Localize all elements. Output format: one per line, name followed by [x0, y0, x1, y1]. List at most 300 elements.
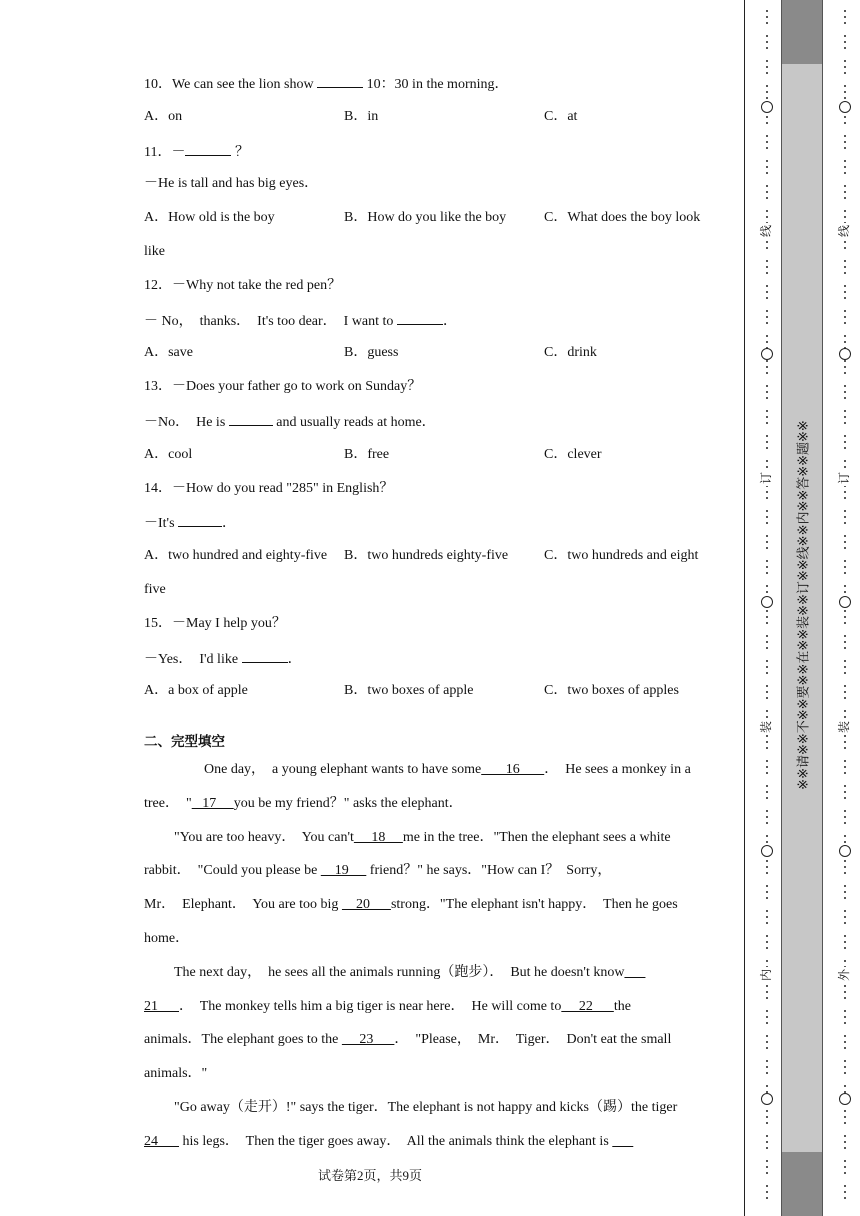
binding-dot	[844, 466, 846, 468]
binding-dot	[844, 1147, 846, 1149]
binding-dot	[766, 616, 768, 618]
binding-dot	[766, 316, 768, 318]
option-b[interactable]: B．two hundreds eighty-five	[344, 548, 509, 564]
binding-dot	[766, 197, 768, 199]
binding-dot	[844, 691, 846, 693]
text-run: home．	[144, 931, 190, 946]
option-c[interactable]: C．at	[544, 108, 578, 124]
binding-dot	[766, 85, 768, 87]
question-stem	[144, 479, 393, 499]
binding-dot	[766, 497, 768, 499]
binding-label: 线	[759, 225, 773, 238]
binding-dot	[766, 635, 768, 637]
binding-dot	[844, 1066, 846, 1068]
binding-dot	[766, 241, 768, 243]
binding-dot	[766, 547, 768, 549]
binding-dot	[844, 10, 846, 12]
binding-dot	[844, 1172, 846, 1174]
binding-dot	[766, 1191, 768, 1193]
text-run: his legs． Then the tiger goes away． All the animals think the elephant is	[179, 1133, 613, 1149]
binding-dot	[766, 435, 768, 437]
binding-dot	[766, 941, 768, 943]
binding-dot	[844, 616, 846, 618]
binding-dot	[844, 35, 846, 37]
binding-dot	[844, 516, 846, 518]
question-line	[144, 411, 436, 433]
binding-dot	[766, 572, 768, 574]
text-run: strong．"The elephant isn't happy． Then he goes	[390, 897, 678, 913]
text-run: 12．－Why not take the red pen？	[144, 277, 342, 293]
answer-blank[interactable]: 23	[341, 1032, 395, 1048]
binding-dot	[766, 1135, 768, 1137]
option-b[interactable]: B．free	[344, 446, 390, 462]
question-stem	[144, 73, 509, 95]
binding-dot	[766, 1122, 768, 1124]
answer-blank[interactable]	[229, 411, 273, 426]
binding-dot	[766, 191, 768, 193]
binding-dot	[844, 760, 846, 762]
binding-dot	[766, 1166, 768, 1168]
binding-dot	[844, 610, 846, 612]
outer-binding-line	[837, 0, 853, 1216]
binding-dot	[766, 772, 768, 774]
binding-dot	[766, 141, 768, 143]
binding-dot	[766, 541, 768, 543]
binding-dot	[844, 122, 846, 124]
binding-dot	[844, 441, 846, 443]
binding-dot	[844, 566, 846, 568]
binding-dot	[844, 147, 846, 149]
binding-dot	[766, 366, 768, 368]
binding-dot	[844, 866, 846, 868]
binding-dot	[766, 35, 768, 37]
binding-dot	[844, 660, 846, 662]
binding-dot	[766, 1010, 768, 1012]
binding-dot	[766, 335, 768, 337]
binding-dot	[766, 566, 768, 568]
text-run: One day， a young elephant wants to have some	[204, 762, 482, 777]
binding-dot	[766, 310, 768, 312]
binding-dot	[766, 866, 768, 868]
passage-line	[204, 760, 691, 780]
text-run: 10：30 in the morning．	[363, 77, 509, 92]
binding-circle-icon	[761, 348, 773, 360]
binding-dot	[844, 460, 846, 462]
binding-dot	[766, 691, 768, 693]
binding-dot	[844, 1191, 846, 1193]
binding-label: 装	[759, 721, 773, 734]
binding-dot	[844, 897, 846, 899]
text-run: －It's	[144, 516, 179, 532]
binding-dot	[844, 1085, 846, 1087]
binding-dot	[766, 660, 768, 662]
inner-binding-line	[759, 0, 775, 1216]
binding-dot	[766, 510, 768, 512]
binding-dot	[844, 272, 846, 274]
binding-dot	[766, 116, 768, 118]
binding-dot	[766, 841, 768, 843]
answer-blank[interactable]: 19	[320, 863, 367, 879]
binding-dot	[766, 922, 768, 924]
binding-dot	[844, 422, 846, 424]
binding-dot	[844, 341, 846, 343]
binding-dot	[844, 322, 846, 324]
answer-blank[interactable]	[178, 512, 222, 527]
binding-dot	[844, 72, 846, 74]
passage-line	[144, 895, 678, 915]
binding-dot	[844, 1110, 846, 1112]
binding-dot	[766, 291, 768, 293]
binding-dot	[844, 172, 846, 174]
option-a[interactable]: A．two hundred and eighty-five	[144, 548, 328, 564]
binding-dot	[844, 1072, 846, 1074]
question-stem	[144, 614, 286, 634]
binding-dot	[844, 1166, 846, 1168]
binding-dot	[844, 360, 846, 362]
binding-dot	[844, 47, 846, 49]
binding-dot	[766, 297, 768, 299]
binding-dot	[766, 22, 768, 24]
binding-dot	[844, 1197, 846, 1199]
binding-dot	[766, 341, 768, 343]
binding-dot	[766, 910, 768, 912]
binding-circle-icon	[761, 845, 773, 857]
binding-dot	[766, 797, 768, 799]
binding-dot	[766, 72, 768, 74]
binding-dot	[766, 1035, 768, 1037]
text-run: 15．－May I help you？	[144, 615, 286, 631]
binding-circle-icon	[761, 1093, 773, 1105]
text-run: ． The monkey tells him a big tiger is near here． He will come to	[179, 998, 562, 1014]
answer-blank[interactable]	[242, 648, 288, 663]
binding-dot	[844, 97, 846, 99]
binding-dot	[766, 697, 768, 699]
binding-dot	[844, 510, 846, 512]
binding-dot	[766, 266, 768, 268]
binding-dot	[766, 766, 768, 768]
option-wrap: five	[144, 582, 166, 597]
answer-blank[interactable]: 21	[144, 998, 179, 1014]
option-b[interactable]: B．guess	[344, 345, 399, 361]
binding-dot	[844, 891, 846, 893]
binding-dot	[844, 766, 846, 768]
binding-dot	[766, 172, 768, 174]
option-c[interactable]: C．clever	[544, 446, 602, 462]
binding-dot	[844, 85, 846, 87]
binding-dot	[844, 160, 846, 162]
binding-dot	[766, 210, 768, 212]
binding-dot	[766, 1185, 768, 1187]
binding-dot	[766, 416, 768, 418]
binding-dot	[844, 291, 846, 293]
binding-dot	[766, 610, 768, 612]
binding-dot	[844, 710, 846, 712]
binding-dot	[766, 1085, 768, 1087]
text-run: Mr． Elephant． You are too big	[144, 897, 342, 913]
binding-dot	[766, 10, 768, 12]
answer-blank[interactable]: 24	[144, 1133, 179, 1149]
binding-dot	[844, 835, 846, 837]
binding-dot	[766, 1072, 768, 1074]
binding-dot	[766, 122, 768, 124]
answer-blank[interactable]	[185, 141, 231, 156]
binding-dot	[844, 447, 846, 449]
text-run: ． "Please， Mr． Tiger． Don't eat the small	[394, 1032, 672, 1048]
binding-dot	[844, 947, 846, 949]
binding-dot	[844, 997, 846, 999]
question-stem	[144, 276, 341, 296]
passage-line	[144, 1132, 633, 1152]
passage-line	[144, 794, 463, 814]
binding-dot	[844, 541, 846, 543]
binding-label: 外	[837, 969, 851, 982]
text-run: 14．－How do you read "285" in English？	[144, 480, 394, 496]
binding-dot	[766, 860, 768, 862]
binding-dot	[844, 1010, 846, 1012]
text-run: animals．"	[144, 1066, 208, 1082]
text-run: the	[613, 998, 631, 1014]
binding-dot	[766, 835, 768, 837]
binding-dot	[766, 535, 768, 537]
binding-dot	[766, 1016, 768, 1018]
answer-blank[interactable]: 16	[481, 762, 545, 777]
binding-dot	[844, 1122, 846, 1124]
option-c[interactable]: C．drink	[544, 345, 597, 361]
binding-dot	[766, 1110, 768, 1112]
binding-dot	[844, 247, 846, 249]
question-stem	[144, 377, 421, 397]
answer-blank[interactable]	[624, 965, 645, 980]
binding-dot	[766, 1197, 768, 1199]
binding-dot	[766, 872, 768, 874]
binding-dot	[766, 641, 768, 643]
binding-dot	[766, 91, 768, 93]
text-run: 13．－Does your father go to work on Sunday？	[144, 379, 422, 395]
binding-dot	[766, 747, 768, 749]
binding-dot	[766, 885, 768, 887]
binding-dot	[766, 672, 768, 674]
text-run: －No． He is	[144, 415, 229, 430]
binding-dot	[766, 1041, 768, 1043]
question-line	[144, 310, 457, 332]
binding-dot	[844, 841, 846, 843]
binding-dot	[766, 816, 768, 818]
binding-circle-icon	[839, 596, 851, 608]
binding-dot	[844, 1041, 846, 1043]
binding-dot	[766, 216, 768, 218]
binding-dot	[766, 466, 768, 468]
answer-blank[interactable]	[397, 310, 443, 325]
binding-dot	[844, 547, 846, 549]
binding-dot	[766, 1160, 768, 1162]
binding-dot	[844, 385, 846, 387]
option-a[interactable]: A．on	[144, 108, 183, 124]
text-run: me in the tree．"Then the elephant sees a white	[402, 829, 671, 845]
binding-dot	[844, 1141, 846, 1143]
binding-dot	[844, 191, 846, 193]
binding-dot	[844, 960, 846, 962]
binding-dot	[844, 666, 846, 668]
text-run: 10．We can see the lion show	[144, 77, 318, 92]
binding-dot	[844, 335, 846, 337]
binding-strip-bottom	[781, 1152, 823, 1216]
binding-dot	[766, 166, 768, 168]
binding-dot	[844, 372, 846, 374]
text-run: friend？" he says．"How can I？ Sorry，	[366, 863, 612, 879]
binding-dot	[844, 747, 846, 749]
binding-dot	[844, 785, 846, 787]
binding-dot	[766, 716, 768, 718]
binding-dot	[844, 535, 846, 537]
binding-dot	[766, 260, 768, 262]
binding-dot	[844, 1116, 846, 1118]
binding-dot	[844, 1022, 846, 1024]
question-line	[144, 512, 236, 534]
passage-line	[144, 929, 189, 949]
option-c[interactable]: C．two hundreds and eight	[544, 548, 699, 564]
binding-dot	[844, 316, 846, 318]
binding-dot	[844, 1135, 846, 1137]
binding-dot	[766, 135, 768, 137]
binding-dot	[766, 410, 768, 412]
binding-dot	[844, 22, 846, 24]
text-run: and usually reads at home．	[272, 415, 436, 430]
binding-dot	[844, 735, 846, 737]
passage-line	[174, 963, 645, 983]
binding-dot	[766, 460, 768, 462]
binding-dot	[844, 410, 846, 412]
binding-dot	[766, 372, 768, 374]
binding-border	[744, 0, 745, 1216]
binding-dot	[766, 97, 768, 99]
binding-label: 订	[759, 472, 773, 485]
binding-dot	[766, 1116, 768, 1118]
binding-dot	[844, 797, 846, 799]
answer-blank[interactable]: 18	[353, 829, 403, 845]
binding-dot	[844, 91, 846, 93]
binding-dot	[766, 1147, 768, 1149]
option-c[interactable]: C．two boxes of apples	[544, 683, 679, 699]
binding-dot	[766, 47, 768, 49]
binding-dot	[766, 585, 768, 587]
binding-dot	[766, 785, 768, 787]
binding-dot	[844, 16, 846, 18]
option-b[interactable]: B．in	[344, 108, 379, 124]
binding-dot	[766, 891, 768, 893]
binding-dot	[766, 247, 768, 249]
passage-line	[144, 1030, 671, 1050]
binding-dot	[844, 497, 846, 499]
option-b[interactable]: B．two boxes of apple	[344, 683, 474, 699]
binding-dot	[766, 591, 768, 593]
binding-dot	[766, 1066, 768, 1068]
option-a[interactable]: A．cool	[144, 446, 193, 462]
binding-dot	[844, 416, 846, 418]
binding-dot	[766, 272, 768, 274]
binding-dot	[844, 260, 846, 262]
option-a[interactable]: A．a box of apple	[144, 683, 248, 699]
binding-dot	[844, 135, 846, 137]
text-run: ．	[287, 651, 302, 667]
binding-dot	[844, 816, 846, 818]
binding-dot	[766, 1172, 768, 1174]
binding-dot	[766, 685, 768, 687]
binding-dot	[844, 810, 846, 812]
binding-circle-icon	[839, 348, 851, 360]
text-run: ．	[442, 313, 457, 329]
binding-dot	[844, 591, 846, 593]
binding-dot	[844, 922, 846, 924]
binding-dot	[766, 322, 768, 324]
binding-dot	[844, 872, 846, 874]
binding-dot	[766, 360, 768, 362]
answer-blank[interactable]: 20	[341, 897, 391, 913]
option-a[interactable]: A．save	[144, 345, 193, 361]
binding-dot	[766, 66, 768, 68]
binding-dot	[844, 66, 846, 68]
binding-dot	[844, 197, 846, 199]
binding-dot	[844, 522, 846, 524]
binding-dot	[766, 760, 768, 762]
binding-dot	[844, 166, 846, 168]
binding-dot	[766, 622, 768, 624]
binding-dot	[844, 935, 846, 937]
answer-blank[interactable]: 17	[191, 795, 234, 811]
binding-circle-icon	[761, 596, 773, 608]
binding-dot	[766, 447, 768, 449]
binding-dot	[844, 772, 846, 774]
binding-dot	[766, 41, 768, 43]
text-run: "Go away（走开）!" says the tiger．The elephant is not happy and kicks（踢）the tiger	[174, 1100, 678, 1115]
option-c[interactable]: C．What does the boy look	[544, 210, 701, 226]
binding-dot	[844, 397, 846, 399]
binding-dot	[844, 622, 846, 624]
text-run: － No， thanks． It's too dear． I want to	[144, 313, 397, 329]
binding-circle-icon	[839, 101, 851, 113]
binding-dot	[766, 1022, 768, 1024]
binding-dot	[766, 735, 768, 737]
binding-dot	[844, 635, 846, 637]
binding-dot	[766, 810, 768, 812]
section-title: 二、完型填空	[144, 734, 225, 750]
binding-dot	[844, 716, 846, 718]
binding-dot	[766, 647, 768, 649]
binding-dot	[766, 147, 768, 149]
binding-dot	[844, 647, 846, 649]
text-run: ？	[231, 144, 249, 160]
answer-blank[interactable]	[612, 1134, 633, 1149]
binding-dot	[844, 366, 846, 368]
binding-dot	[844, 285, 846, 287]
passage-line	[174, 828, 671, 848]
binding-dot	[844, 572, 846, 574]
answer-blank[interactable]	[317, 73, 363, 88]
binding-dot	[766, 160, 768, 162]
option-b[interactable]: B．How do you like the boy	[344, 210, 507, 226]
binding-warning: ※※请※※不※※要※※在※※装※※订※※线※※内※※答※※题※※	[796, 420, 812, 790]
text-run: "You are too heavy． You can't	[174, 829, 354, 845]
binding-dot	[766, 991, 768, 993]
option-a[interactable]: A．How old is the boy	[144, 210, 275, 226]
binding-dot	[844, 1185, 846, 1187]
binding-strip-top	[781, 0, 823, 64]
binding-dot	[844, 216, 846, 218]
binding-dot	[766, 60, 768, 62]
binding-dot	[844, 210, 846, 212]
answer-blank[interactable]: 22	[561, 998, 614, 1014]
binding-dot	[844, 672, 846, 674]
passage-line	[144, 861, 611, 881]
